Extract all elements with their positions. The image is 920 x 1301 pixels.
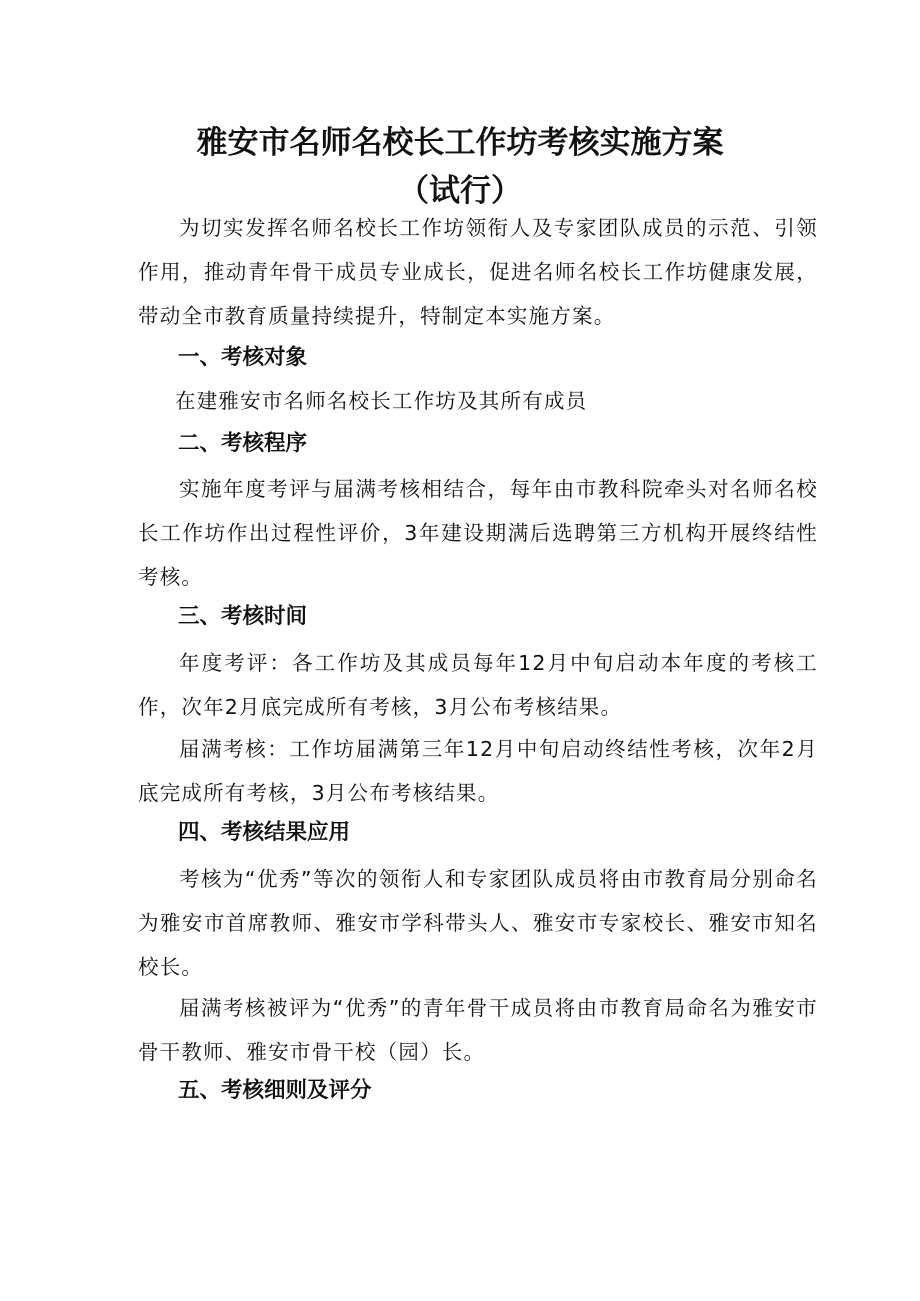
section-4-para-2: 届满考核被评为“优秀”的青年骨干成员将由市教育局命名为雅安市骨干教师、雅安市骨干校（园）长。 <box>138 996 818 1064</box>
section-4-heading: 四、考核结果应用 <box>178 820 351 845</box>
section-3-annual-review: 年度考评：各工作坊及其成员每年12月中旬启动本年度的考核工作，次年2月底完成所有考核，3月公布考核结果。 <box>138 651 818 719</box>
section-2-heading: 二、考核程序 <box>178 431 308 456</box>
section-4-para-1: 考核为“优秀”等次的领衔人和专家团队成员将由市教育局分别命名为雅安市首席教师、雅安市学科带头人、雅安市专家校长、雅安市知名校长。 <box>138 867 818 979</box>
section-1-heading: 一、考核对象 <box>178 345 308 370</box>
document-title: 雅安市名师名校长工作坊考核实施方案 <box>196 125 724 161</box>
section-3-term-review: 届满考核：工作坊届满第三年12月中旬启动终结性考核，次年2月底完成所有考核，3月公布考核结果。 <box>138 737 818 805</box>
section-2-body: 实施年度考评与届满考核相结合，每年由市教科院牵头对名师名校长工作坊作出过程性评价，3年建设期满后选聘第三方机构开展终结性考核。 <box>138 477 818 589</box>
document-subtitle: （试行） <box>398 173 522 209</box>
intro-paragraph: 为切实发挥名师名校长工作坊领衔人及专家团队成员的示范、引领作用，推动青年骨干成员专业成长，促进名师名校长工作坊健康发展，带动全市教育质量持续提升，特制定本实施方案。 <box>138 216 818 328</box>
section-3-heading: 三、考核时间 <box>178 604 308 629</box>
section-5-heading: 五、考核细则及评分 <box>178 1078 372 1103</box>
section-1-body: 在建雅安市名师名校长工作坊及其所有成员 <box>175 389 588 413</box>
